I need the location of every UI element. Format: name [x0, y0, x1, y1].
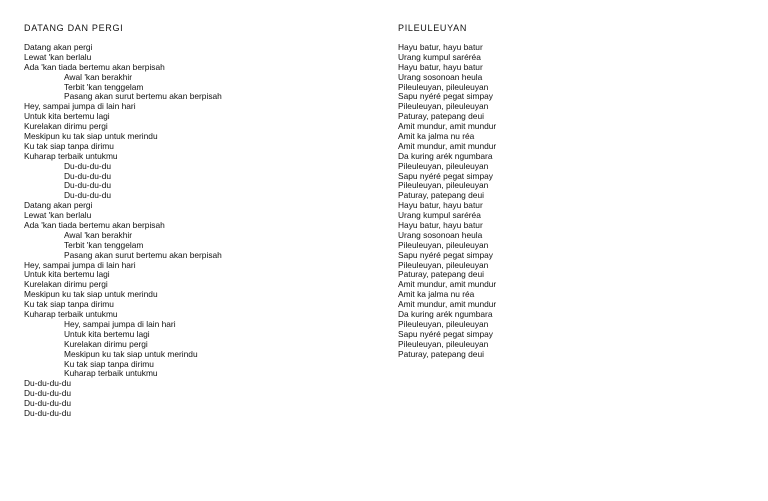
lyric-line: Kuharap terbaik untukmu	[24, 150, 118, 161]
lyric-line: Sapu nyéré pegat simpay	[398, 170, 493, 181]
song-title: PILEULEUYAN	[398, 23, 468, 33]
lyric-line: Kurelakan dirimu pergi	[24, 121, 108, 132]
lyric-line: Hey, sampai jumpa di lain hari	[24, 259, 136, 270]
lyric-line: Ku tak siap tanpa dirimu	[24, 299, 114, 310]
lyric-line: Kuharap terbaik untukmu	[24, 309, 118, 320]
lyric-line: Kuharap terbaik untukmu	[64, 368, 158, 379]
lyric-line: Da kuring arék ngumbara	[398, 150, 493, 161]
lyric-line: Meskipun ku tak siap untuk merindu	[64, 348, 198, 359]
lyric-line: Urang kumpul saréréa	[398, 51, 481, 62]
lyric-line: Paturay, patepang deui	[398, 269, 484, 280]
lyric-line: Kurelakan dirimu pergi	[24, 279, 108, 290]
lyric-line: Du-du-du-du	[24, 398, 72, 409]
lyric-line: Pasang akan surut bertemu akan berpisah	[64, 91, 222, 102]
lyric-line: Amit mundur, amit mundur	[398, 140, 497, 151]
lyric-line: Lewat 'kan berlalu	[24, 210, 92, 221]
lyric-line: Terbit 'kan tenggelam	[64, 81, 144, 92]
lyric-line: Pileuleuyan, pileuleuyan	[398, 259, 489, 270]
lyric-line: Terbit 'kan tenggelam	[64, 239, 144, 250]
lyric-line: Kurelakan dirimu pergi	[64, 338, 148, 349]
lyric-line: Untuk kita bertemu lagi	[64, 328, 150, 339]
lyric-line: Hayu batur, hayu batur	[398, 42, 483, 52]
lyric-line: Datang akan pergi	[24, 200, 93, 211]
lyric-line: Ada 'kan tiada bertemu akan berpisah	[24, 61, 165, 72]
lyric-line: Hayu batur, hayu batur	[398, 61, 483, 72]
lyric-line: Du-du-du-du	[24, 378, 72, 389]
lyric-line: Amit mundur, amit mundur	[398, 279, 497, 290]
lyric-line: Du-du-du-du	[64, 190, 112, 201]
lyric-line: Da kuring arék ngumbara	[398, 309, 493, 320]
lyric-line: Du-du-du-du	[24, 388, 72, 399]
lyric-line: Pileuleuyan, pileuleuyan	[398, 160, 489, 171]
lyric-line: Hayu batur, hayu batur	[398, 200, 483, 211]
lyric-line: Pileuleuyan, pileuleuyan	[398, 101, 489, 112]
lyric-line: Sapu nyéré pegat simpay	[398, 249, 493, 260]
lyric-line: Ku tak siap tanpa dirimu	[64, 358, 154, 369]
lyric-line: Awal 'kan berakhir	[64, 229, 133, 240]
lyric-line: Lewat 'kan berlalu	[24, 51, 92, 62]
lyric-line: Untuk kita bertemu lagi	[24, 269, 110, 280]
lyric-line: Paturay, patepang deui	[398, 190, 484, 201]
lyric-line: Du-du-du-du	[64, 170, 112, 181]
lyric-line: Pileuleuyan, pileuleuyan	[398, 180, 489, 191]
lyric-line: Pileuleuyan, pileuleuyan	[398, 338, 489, 349]
lyric-line: Pasang akan surut bertemu akan berpisah	[64, 249, 222, 260]
lyric-line: Datang akan pergi	[24, 42, 93, 52]
lyric-line: Urang kumpul saréréa	[398, 210, 481, 221]
lyrics-column-left	[24, 23, 364, 419]
lyric-line: Sapu nyéré pegat simpay	[398, 328, 493, 339]
song-title: DATANG DAN PERGI	[24, 23, 124, 33]
lyric-line: Sapu nyéré pegat simpay	[398, 91, 493, 102]
lyric-line: Hey, sampai jumpa di lain hari	[24, 101, 136, 112]
lyric-line: Ku tak siap tanpa dirimu	[24, 140, 114, 151]
lyric-line: Du-du-du-du	[64, 180, 112, 191]
lyric-line: Hey, sampai jumpa di lain hari	[64, 318, 176, 329]
lyrics-lines	[24, 43, 364, 419]
lyric-line: Pileuleuyan, pileuleuyan	[398, 81, 489, 92]
lyric-line: Du-du-du-du	[24, 407, 72, 418]
lyrics-column-right	[398, 23, 738, 360]
lyric-line: Meskipun ku tak siap untuk merindu	[24, 131, 158, 142]
lyric-line: Paturay, patepang deui	[398, 111, 484, 122]
lyric-line: Pileuleuyan, pileuleuyan	[398, 239, 489, 250]
lyric-line: Urang sosonoan heula	[398, 229, 483, 240]
lyric-line: Ada 'kan tiada bertemu akan berpisah	[24, 220, 165, 231]
lyric-line: Awal 'kan berakhir	[64, 71, 133, 82]
lyric-line: Amit ka jalma nu réa	[398, 289, 475, 300]
lyrics-lines	[398, 43, 738, 360]
lyric-line: Paturay, patepang deui	[398, 348, 484, 359]
lyric-line: Amit mundur, amit mundur	[398, 299, 497, 310]
lyric-line: Amit ka jalma nu réa	[398, 131, 475, 142]
lyric-line: Amit mundur, amit mundur	[398, 121, 497, 132]
lyric-line: Du-du-du-du	[64, 160, 112, 171]
lyric-line: Pileuleuyan, pileuleuyan	[398, 318, 489, 329]
lyric-line: Urang sosonoan heula	[398, 71, 483, 82]
lyric-line: Untuk kita bertemu lagi	[24, 111, 110, 122]
lyric-line: Meskipun ku tak siap untuk merindu	[24, 289, 158, 300]
lyric-line: Hayu batur, hayu batur	[398, 220, 483, 231]
